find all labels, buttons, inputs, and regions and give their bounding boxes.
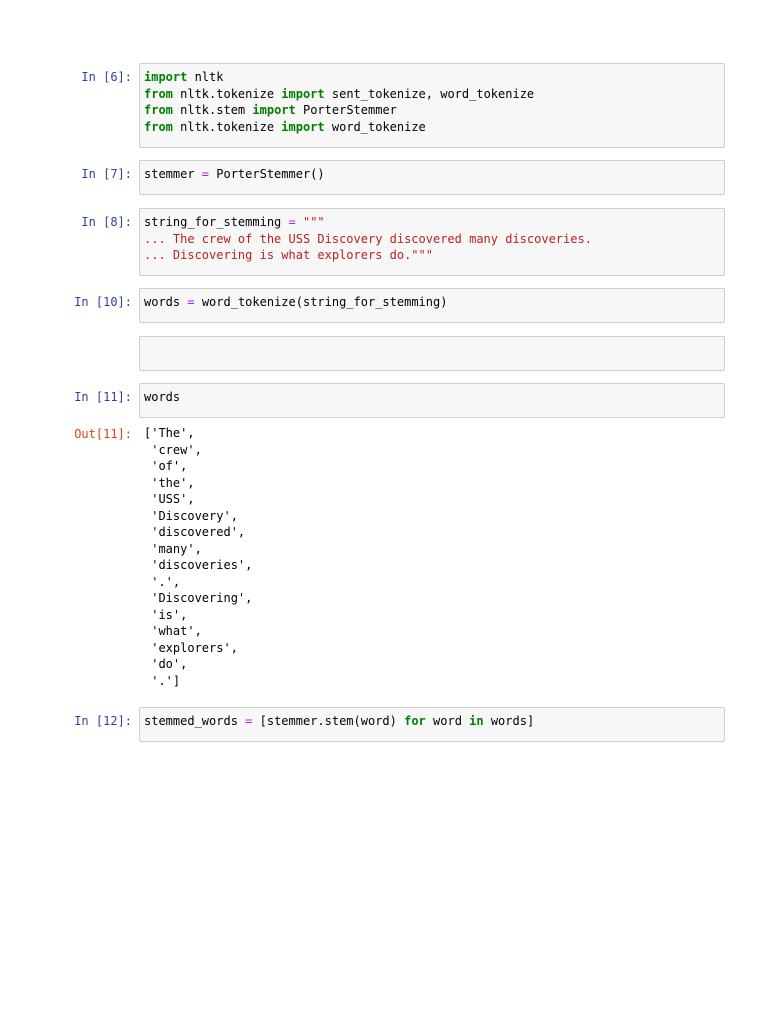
code-editor[interactable] (139, 336, 725, 371)
code-token: = (288, 215, 296, 229)
code-token: PorterStemmer() (209, 167, 325, 181)
output-line: 'crew', (144, 442, 202, 457)
output-line: 'Discovery', (144, 508, 238, 523)
output-line: 'many', (144, 541, 202, 556)
code-line (144, 214, 720, 231)
code-token: ... The crew of the USS Discovery discovered many discoveries. (144, 231, 592, 246)
output-line: ['The', (144, 426, 195, 440)
code-token: nltk.stem (172, 103, 253, 117)
output-line: 'of', (144, 459, 188, 473)
input-prompt: In [12]: (74, 714, 132, 728)
code-token: words (144, 390, 181, 404)
code-editor[interactable] (139, 288, 725, 323)
code-line (144, 69, 720, 86)
output-line: 'the', (144, 475, 195, 490)
output-line: 'Discovering', (144, 591, 253, 605)
code-token: from (144, 119, 173, 134)
code-token: word (425, 714, 470, 728)
code-token: word_tokenize(string_for_stemming) (194, 295, 448, 309)
code-token: import (252, 103, 296, 117)
output-text (144, 425, 252, 689)
input-prompt: In [11]: (74, 390, 132, 404)
code-token: from (144, 86, 173, 101)
input-prompt: In [6]: (81, 70, 132, 84)
code-line (144, 231, 720, 248)
code-token: nltk (187, 70, 224, 84)
code-token: = (201, 167, 210, 181)
code-line (144, 247, 720, 264)
code-line (144, 389, 720, 406)
output-line: 'what', (144, 624, 202, 638)
code-token: nltk.tokenize (172, 86, 282, 101)
input-prompt: In [10]: (74, 295, 132, 309)
code-editor[interactable] (139, 208, 725, 276)
code-token: for (404, 714, 426, 728)
input-prompt: In [8]: (81, 215, 132, 229)
code-token: stemmed_words (144, 714, 246, 728)
code-token: words (144, 295, 188, 309)
code-token: words] (483, 714, 535, 728)
output-line: 'discovered', (144, 525, 246, 539)
code-token: = (187, 295, 195, 309)
output-line: '.'] (144, 673, 181, 688)
output-line: 'discoveries', (144, 558, 253, 572)
code-token: in (469, 714, 484, 728)
code-editor[interactable] (139, 160, 725, 195)
code-token: import (144, 70, 188, 84)
code-token: [stemmer.stem(word) (252, 714, 405, 728)
output-line: '.', (144, 574, 181, 589)
output-line: 'do', (144, 657, 188, 671)
code-token: nltk.tokenize (172, 119, 282, 134)
code-token: sent_tokenize, word_tokenize (324, 86, 535, 101)
code-token: import (281, 119, 325, 134)
code-token: from (144, 103, 173, 117)
output-line: 'USS', (144, 492, 195, 506)
code-token: word_tokenize (324, 119, 426, 134)
code-token: = (245, 714, 253, 728)
output-prompt: Out[11]: (74, 427, 132, 441)
input-prompt: In [7]: (81, 167, 132, 181)
code-line (144, 102, 720, 119)
code-line (144, 342, 720, 359)
output-line: 'is', (144, 607, 188, 622)
code-editor[interactable] (139, 63, 725, 148)
code-line (144, 119, 720, 136)
code-token: """ (302, 215, 325, 229)
code-token: ... Discovering is what explorers do.""" (144, 248, 433, 262)
code-line (144, 166, 720, 183)
code-editor[interactable] (139, 383, 725, 418)
code-token: import (281, 86, 325, 101)
code-line (144, 713, 720, 730)
code-token (296, 215, 303, 229)
code-editor[interactable] (139, 707, 725, 742)
code-line (144, 86, 720, 103)
code-token: string_for_stemming (144, 215, 289, 229)
code-token: PorterStemmer (295, 103, 397, 117)
code-token: stemmer (144, 167, 202, 181)
output-line: 'explorers', (144, 640, 238, 655)
code-line (144, 294, 720, 311)
